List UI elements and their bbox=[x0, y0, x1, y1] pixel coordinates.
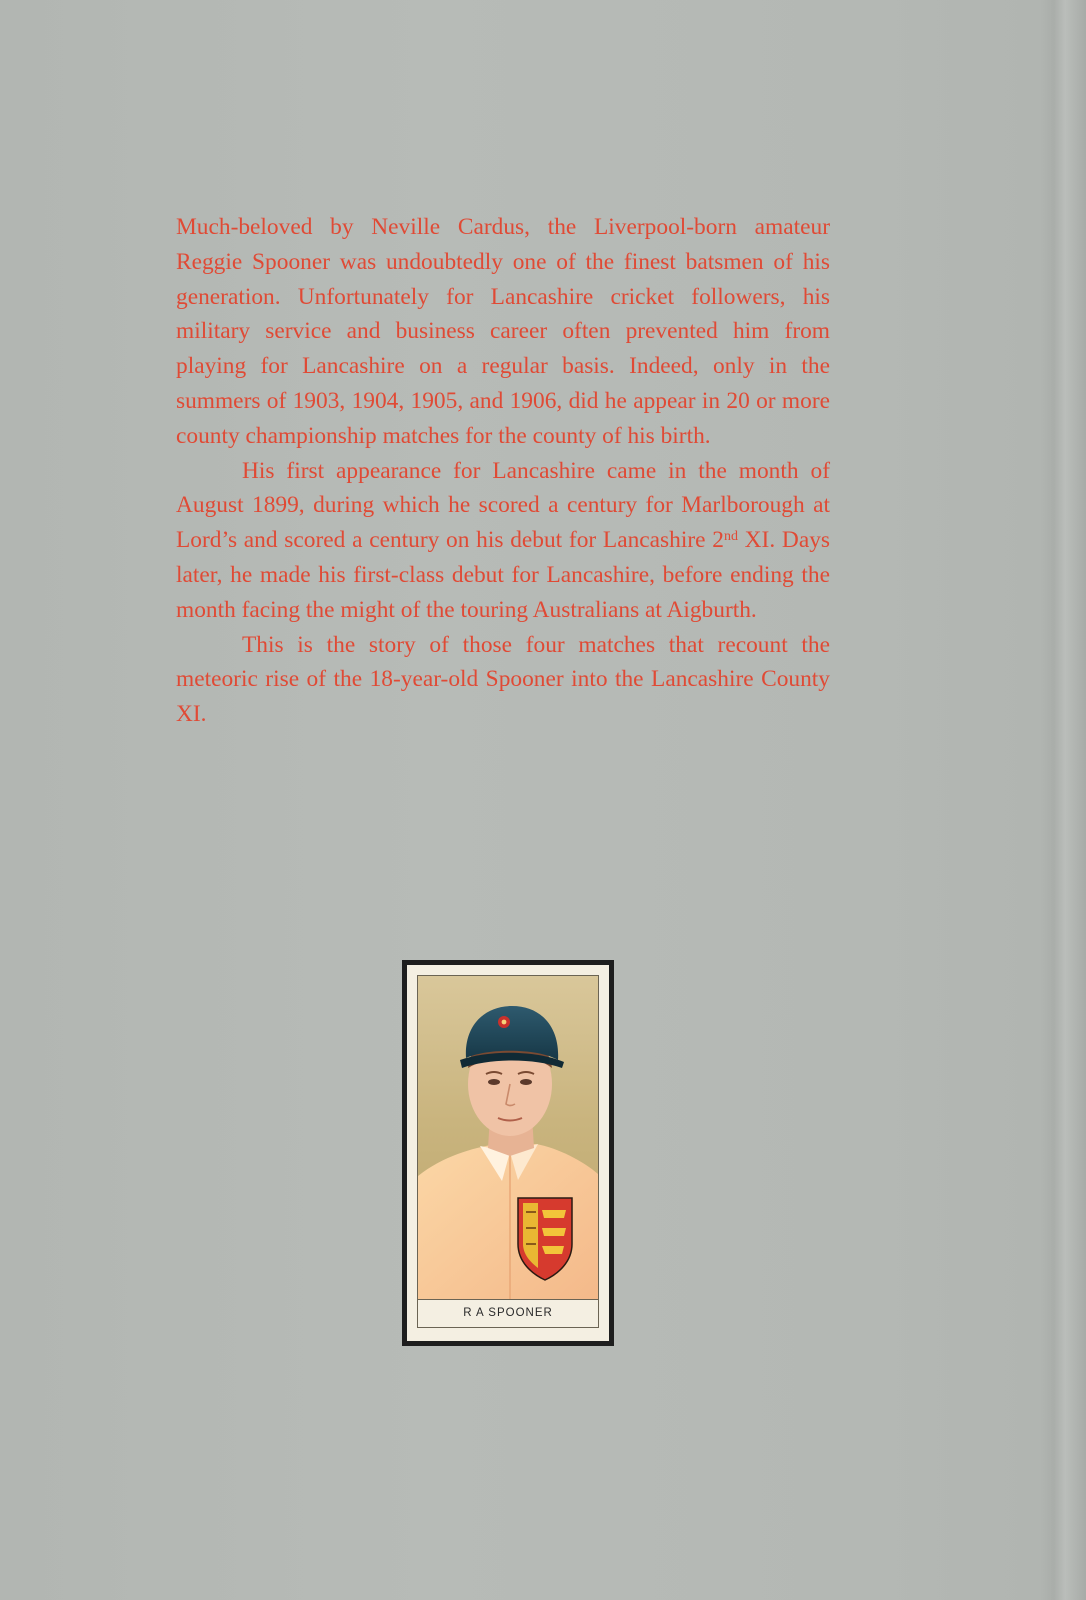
card-caption: R A SPOONER bbox=[417, 1300, 599, 1328]
portrait-illustration bbox=[417, 975, 599, 1300]
ordinal-suffix: nd bbox=[723, 529, 738, 545]
cigarette-card-frame bbox=[402, 960, 614, 1346]
blurb-paragraph-2 bbox=[176, 454, 830, 628]
cover-edge-shading bbox=[1040, 0, 1086, 1600]
cigarette-card bbox=[407, 965, 609, 1341]
blurb-text bbox=[176, 210, 830, 732]
blurb-paragraph-3: This is the story of those four matches that recount the meteoric rise of the 18-year-old Spooner into the Lancashire County XI. bbox=[176, 631, 830, 728]
blurb-paragraph-2-part-1: His first appearance for Lancashire came in the month of August 1899, during which he scored a century for Marlborough at Lord’s and scored a century on his debut for Lancashire 2 bbox=[176, 457, 830, 554]
blurb-paragraph-2-part-2: XI. Days later, he made his first-class debut for Lancashire, before ending the month facing the might of the touring Australians at Aigburth. bbox=[176, 527, 830, 623]
blurb-paragraph-1: Much-beloved by Neville Cardus, the Liverpool-born amateur Reggie Spooner was undoubtedly one of the finest batsmen of his generation. Unfortunately for Lancashire cricket followers, his military service and business career often prevented him from playing for Lancashire on a regular basis. Indeed, only in the summers of 1903, 1904, 1905, and 1906, did he appear in 20 or more county championship matches for the county of his birth. bbox=[176, 214, 830, 449]
